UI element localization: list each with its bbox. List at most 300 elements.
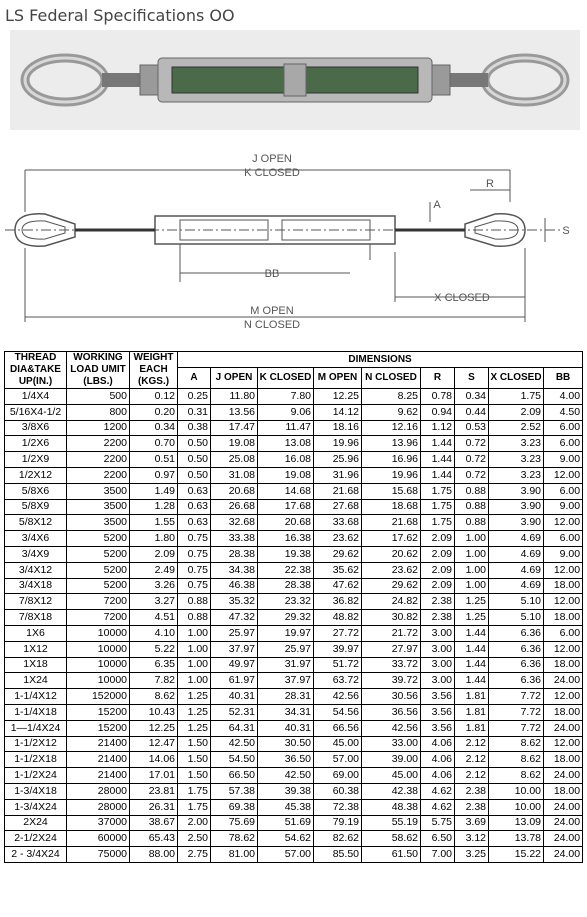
table-cell: 6.36 — [489, 673, 544, 689]
table-cell: 3/4X6 — [5, 531, 67, 547]
table-cell: 1.75 — [178, 783, 211, 799]
table-cell: 2200 — [67, 436, 130, 452]
table-cell: 10.00 — [489, 783, 544, 799]
table-cell: 33.00 — [362, 736, 421, 752]
table-cell: 19.96 — [362, 467, 421, 483]
table-cell: 17.68 — [258, 499, 314, 515]
table-cell: 29.32 — [258, 610, 314, 626]
table-row — [5, 436, 583, 452]
table-cell: 1.25 — [178, 704, 211, 720]
table-cell: 2.09 — [489, 404, 544, 420]
weight-header: WEIGHT EACH (KGS.) — [130, 352, 178, 389]
table-cell: 1.75 — [421, 483, 455, 499]
table-cell: 20.62 — [362, 546, 421, 562]
page-title: LS Federal Specifications OO — [5, 6, 235, 25]
table-cell: 54.62 — [258, 831, 314, 847]
table-row — [5, 389, 583, 405]
table-cell: 0.50 — [178, 436, 211, 452]
table-cell: 0.88 — [178, 610, 211, 626]
table-cell: 17.47 — [211, 420, 258, 436]
table-cell: 2.09 — [130, 546, 178, 562]
table-cell: 0.12 — [130, 389, 178, 405]
table-cell: 3.00 — [421, 625, 455, 641]
table-cell: 12.47 — [130, 736, 178, 752]
table-cell: 24.00 — [544, 799, 583, 815]
table-cell: 38.67 — [130, 815, 178, 831]
table-cell: 12.00 — [544, 467, 583, 483]
table-cell: 8.62 — [130, 689, 178, 705]
table-cell: 14.68 — [258, 483, 314, 499]
table-cell: 1.44 — [455, 673, 489, 689]
table-cell: 4.62 — [421, 783, 455, 799]
table-cell: 36.56 — [362, 704, 421, 720]
table-cell: 3500 — [67, 483, 130, 499]
dimensions-header: DIMENSIONS — [178, 352, 583, 368]
table-cell: 800 — [67, 404, 130, 420]
table-row — [5, 499, 583, 515]
table-cell: 16.08 — [258, 452, 314, 468]
table-cell: 5.22 — [130, 641, 178, 657]
table-cell: 5/16X4-1/2 — [5, 404, 67, 420]
table-cell: 6.00 — [544, 531, 583, 547]
dimension-col-header: K CLOSED — [258, 368, 314, 389]
table-cell: 1.75 — [489, 389, 544, 405]
table-cell: 37.97 — [258, 673, 314, 689]
table-row — [5, 783, 583, 799]
table-cell: 1/2X12 — [5, 467, 67, 483]
table-cell: 12.00 — [544, 641, 583, 657]
table-cell: 2.38 — [421, 594, 455, 610]
table-row — [5, 641, 583, 657]
table-cell: 4.50 — [544, 404, 583, 420]
table-cell: 0.63 — [178, 499, 211, 515]
table-cell: 1.44 — [421, 436, 455, 452]
table-cell: 7.72 — [489, 720, 544, 736]
table-cell: 1X18 — [5, 657, 67, 673]
dimension-col-header: S — [455, 368, 489, 389]
table-cell: 13.08 — [258, 436, 314, 452]
table-cell: 81.00 — [211, 847, 258, 863]
table-cell: 13.09 — [489, 815, 544, 831]
table-cell: 27.68 — [314, 499, 362, 515]
table-cell: 60000 — [67, 831, 130, 847]
table-cell: 79.19 — [314, 815, 362, 831]
table-cell: 1.00 — [178, 625, 211, 641]
dimension-col-header: BB — [544, 368, 583, 389]
table-cell: 29.62 — [362, 578, 421, 594]
table-cell: 14.12 — [314, 404, 362, 420]
table-cell: 24.00 — [544, 831, 583, 847]
table-cell: 1.44 — [455, 625, 489, 641]
table-cell: 10000 — [67, 673, 130, 689]
table-cell: 30.82 — [362, 610, 421, 626]
table-cell: 2.09 — [421, 562, 455, 578]
table-cell: 9.00 — [544, 452, 583, 468]
table-cell: 10000 — [67, 657, 130, 673]
table-cell: 47.62 — [314, 578, 362, 594]
table-cell: 7200 — [67, 594, 130, 610]
table-cell: 31.96 — [314, 467, 362, 483]
table-cell: 1.55 — [130, 515, 178, 531]
table-cell: 57.00 — [258, 847, 314, 863]
table-cell: 3.27 — [130, 594, 178, 610]
table-cell: 45.00 — [314, 736, 362, 752]
table-cell: 25.96 — [314, 452, 362, 468]
table-cell: 26.68 — [211, 499, 258, 515]
table-cell: 500 — [67, 389, 130, 405]
table-cell: 6.35 — [130, 657, 178, 673]
table-cell: 18.00 — [544, 578, 583, 594]
table-cell: 13.56 — [211, 404, 258, 420]
table-cell: 4.51 — [130, 610, 178, 626]
table-cell: 1.75 — [421, 499, 455, 515]
table-cell: 25.97 — [211, 625, 258, 641]
table-cell: 1.00 — [455, 562, 489, 578]
table-cell: 35.32 — [211, 594, 258, 610]
table-cell: 1.12 — [421, 420, 455, 436]
table-cell: 36.50 — [258, 752, 314, 768]
table-cell: 1.81 — [455, 704, 489, 720]
dimension-drawing — [0, 142, 587, 342]
table-row — [5, 799, 583, 815]
table-cell: 1.81 — [455, 689, 489, 705]
table-cell: 31.97 — [258, 657, 314, 673]
table-row — [5, 752, 583, 768]
working-load-header: WORKING LOAD UMIT (LBS.) — [67, 352, 130, 389]
dimension-col-header: N CLOSED — [362, 368, 421, 389]
table-cell: 2.52 — [489, 420, 544, 436]
table-cell: 1-1/2X18 — [5, 752, 67, 768]
table-cell: 0.50 — [178, 452, 211, 468]
table-cell: 2.50 — [178, 831, 211, 847]
table-cell: 0.78 — [421, 389, 455, 405]
table-cell: 15.22 — [489, 847, 544, 863]
table-cell: 54.50 — [211, 752, 258, 768]
table-cell: 13.96 — [362, 436, 421, 452]
table-cell: 29.62 — [314, 546, 362, 562]
table-cell: 51.69 — [258, 815, 314, 831]
dimension-col-header: M OPEN — [314, 368, 362, 389]
table-cell: 0.38 — [178, 420, 211, 436]
table-cell: 21.68 — [314, 483, 362, 499]
table-cell: 33.72 — [362, 657, 421, 673]
table-row — [5, 578, 583, 594]
table-cell: 8.25 — [362, 389, 421, 405]
table-cell: 12.25 — [130, 720, 178, 736]
table-cell: 23.81 — [130, 783, 178, 799]
table-cell: 42.38 — [362, 783, 421, 799]
table-cell: 18.00 — [544, 610, 583, 626]
table-cell: 3/8X6 — [5, 420, 67, 436]
k-closed-label: K CLOSED — [244, 167, 300, 179]
table-cell: 45.38 — [258, 799, 314, 815]
table-cell: 88.00 — [130, 847, 178, 863]
table-cell: 0.72 — [455, 467, 489, 483]
table-cell: 22.38 — [258, 562, 314, 578]
table-cell: 2200 — [67, 467, 130, 483]
table-cell: 20.68 — [258, 515, 314, 531]
table-cell: 60.38 — [314, 783, 362, 799]
dimension-col-header: J OPEN — [211, 368, 258, 389]
table-cell: 16.38 — [258, 531, 314, 547]
table-cell: 12.00 — [544, 562, 583, 578]
table-cell: 2.49 — [130, 562, 178, 578]
table-cell: 39.72 — [362, 673, 421, 689]
table-cell: 42.56 — [314, 689, 362, 705]
table-cell: 3.23 — [489, 452, 544, 468]
table-cell: 61.50 — [362, 847, 421, 863]
dimension-col-header: X CLOSED — [489, 368, 544, 389]
table-cell: 2.12 — [455, 752, 489, 768]
table-cell: 5/8X6 — [5, 483, 67, 499]
table-cell: 64.31 — [211, 720, 258, 736]
table-cell: 18.00 — [544, 752, 583, 768]
table-cell: 48.38 — [362, 799, 421, 815]
table-cell: 0.34 — [130, 420, 178, 436]
table-row — [5, 420, 583, 436]
table-cell: 5/8X12 — [5, 515, 67, 531]
table-cell: 3.56 — [421, 720, 455, 736]
r-label: R — [486, 178, 494, 190]
table-row — [5, 483, 583, 499]
table-cell: 40.31 — [211, 689, 258, 705]
table-cell: 2.38 — [421, 610, 455, 626]
table-cell: 0.88 — [455, 483, 489, 499]
table-cell: 18.00 — [544, 783, 583, 799]
table-cell: 1.44 — [421, 467, 455, 483]
table-cell: 32.68 — [211, 515, 258, 531]
table-cell: 9.06 — [258, 404, 314, 420]
table-cell: 1.44 — [421, 452, 455, 468]
table-cell: 75.69 — [211, 815, 258, 831]
table-cell: 18.00 — [544, 704, 583, 720]
table-cell: 78.62 — [211, 831, 258, 847]
table-cell: 10000 — [67, 625, 130, 641]
table-cell: 0.53 — [455, 420, 489, 436]
table-cell: 15.68 — [362, 483, 421, 499]
table-cell: 1.50 — [178, 768, 211, 784]
table-cell: 15200 — [67, 720, 130, 736]
table-cell: 37000 — [67, 815, 130, 831]
table-cell: 7.82 — [130, 673, 178, 689]
table-cell: 0.88 — [455, 515, 489, 531]
table-cell: 10.43 — [130, 704, 178, 720]
table-cell: 40.31 — [258, 720, 314, 736]
table-cell: 21.68 — [362, 515, 421, 531]
table-row — [5, 625, 583, 641]
table-cell: 23.32 — [258, 594, 314, 610]
table-cell: 33.38 — [211, 531, 258, 547]
table-row — [5, 515, 583, 531]
table-row — [5, 720, 583, 736]
table-cell: 23.62 — [362, 562, 421, 578]
table-row — [5, 815, 583, 831]
table-cell: 1-1/2X24 — [5, 768, 67, 784]
table-row — [5, 404, 583, 420]
table-cell: 1.75 — [178, 799, 211, 815]
table-cell: 30.50 — [258, 736, 314, 752]
table-cell: 3.26 — [130, 578, 178, 594]
table-row — [5, 610, 583, 626]
table-cell: 26.31 — [130, 799, 178, 815]
table-cell: 2.09 — [421, 578, 455, 594]
table-cell: 4.06 — [421, 752, 455, 768]
table-cell: 45.00 — [362, 768, 421, 784]
table-cell: 54.56 — [314, 704, 362, 720]
table-cell: 42.56 — [362, 720, 421, 736]
table-cell: 46.38 — [211, 578, 258, 594]
table-cell: 1.50 — [178, 736, 211, 752]
table-cell: 82.62 — [314, 831, 362, 847]
table-cell: 4.69 — [489, 562, 544, 578]
table-cell: 34.38 — [211, 562, 258, 578]
table-cell: 2X24 — [5, 815, 67, 831]
table-cell: 7/8X18 — [5, 610, 67, 626]
table-cell: 1/2X9 — [5, 452, 67, 468]
table-cell: 5200 — [67, 562, 130, 578]
table-cell: 0.51 — [130, 452, 178, 468]
table-cell: 2 - 3/4X24 — [5, 847, 67, 863]
specifications-table — [4, 351, 583, 863]
table-cell: 1X6 — [5, 625, 67, 641]
table-cell: 7.72 — [489, 704, 544, 720]
table-cell: 52.31 — [211, 704, 258, 720]
table-cell: 0.75 — [178, 578, 211, 594]
m-open-label: M OPEN — [250, 305, 294, 317]
table-cell: 4.69 — [489, 546, 544, 562]
table-row — [5, 452, 583, 468]
table-cell: 39.00 — [362, 752, 421, 768]
table-cell: 7.72 — [489, 689, 544, 705]
table-cell: 13.78 — [489, 831, 544, 847]
table-cell: 10000 — [67, 641, 130, 657]
table-cell: 1-3/4X18 — [5, 783, 67, 799]
table-cell: 31.08 — [211, 467, 258, 483]
table-cell: 8.62 — [489, 752, 544, 768]
table-cell: 4.69 — [489, 531, 544, 547]
table-cell: 2.09 — [421, 531, 455, 547]
table-cell: 21400 — [67, 768, 130, 784]
table-cell: 7200 — [67, 610, 130, 626]
table-cell: 34.31 — [258, 704, 314, 720]
table-cell: 1/2X6 — [5, 436, 67, 452]
table-cell: 12.25 — [314, 389, 362, 405]
table-cell: 3/4X18 — [5, 578, 67, 594]
table-cell: 37.97 — [211, 641, 258, 657]
table-cell: 15200 — [67, 704, 130, 720]
table-cell: 0.72 — [455, 436, 489, 452]
table-cell: 0.75 — [178, 546, 211, 562]
table-cell: 0.88 — [455, 499, 489, 515]
table-cell: 1.49 — [130, 483, 178, 499]
table-cell: 2.38 — [455, 799, 489, 815]
table-cell: 2200 — [67, 452, 130, 468]
table-cell: 4.00 — [544, 389, 583, 405]
table-cell: 55.19 — [362, 815, 421, 831]
table-cell: 1-1/4X18 — [5, 704, 67, 720]
table-cell: 1-3/4X24 — [5, 799, 67, 815]
table-cell: 5.10 — [489, 610, 544, 626]
table-cell: 7.80 — [258, 389, 314, 405]
table-cell: 57.00 — [314, 752, 362, 768]
table-cell: 66.56 — [314, 720, 362, 736]
table-cell: 3.56 — [421, 689, 455, 705]
table-row — [5, 467, 583, 483]
table-cell: 1.25 — [178, 720, 211, 736]
table-cell: 12.16 — [362, 420, 421, 436]
table-cell: 20.68 — [211, 483, 258, 499]
table-cell: 5.10 — [489, 594, 544, 610]
table-cell: 85.50 — [314, 847, 362, 863]
table-cell: 58.62 — [362, 831, 421, 847]
table-cell: 2.12 — [455, 768, 489, 784]
table-cell: 3.56 — [421, 704, 455, 720]
table-cell: 49.97 — [211, 657, 258, 673]
table-cell: 18.00 — [544, 657, 583, 673]
table-cell: 5/8X9 — [5, 499, 67, 515]
table-cell: 1.25 — [455, 594, 489, 610]
table-cell: 3/4X12 — [5, 562, 67, 578]
table-cell: 7/8X12 — [5, 594, 67, 610]
table-cell: 5200 — [67, 531, 130, 547]
table-cell: 0.50 — [178, 467, 211, 483]
j-open-label: J OPEN — [252, 153, 292, 165]
table-cell: 12.00 — [544, 689, 583, 705]
table-cell: 1X24 — [5, 673, 67, 689]
table-cell: 69.38 — [211, 799, 258, 815]
table-cell: 2.38 — [455, 783, 489, 799]
table-cell: 1.80 — [130, 531, 178, 547]
table-cell: 1X12 — [5, 641, 67, 657]
table-cell: 42.50 — [258, 768, 314, 784]
table-cell: 28000 — [67, 799, 130, 815]
table-cell: 0.31 — [178, 404, 211, 420]
table-row — [5, 546, 583, 562]
table-cell: 3.00 — [421, 673, 455, 689]
table-cell: 16.96 — [362, 452, 421, 468]
table-cell: 19.08 — [258, 467, 314, 483]
table-cell: 75000 — [67, 847, 130, 863]
table-row — [5, 531, 583, 547]
table-cell: 36.82 — [314, 594, 362, 610]
table-cell: 9.00 — [544, 546, 583, 562]
table-cell: 0.44 — [455, 404, 489, 420]
dimension-col-header: R — [421, 368, 455, 389]
table-cell: 0.75 — [178, 562, 211, 578]
table-cell: 25.08 — [211, 452, 258, 468]
table-cell: 72.38 — [314, 799, 362, 815]
table-cell: 25.97 — [258, 641, 314, 657]
table-cell: 3.90 — [489, 483, 544, 499]
table-cell: 24.00 — [544, 673, 583, 689]
table-cell: 6.00 — [544, 625, 583, 641]
dimension-col-header: A — [178, 368, 211, 389]
table-cell: 0.70 — [130, 436, 178, 452]
table-row — [5, 594, 583, 610]
table-cell: 1—1/4X24 — [5, 720, 67, 736]
table-cell: 3/4X9 — [5, 546, 67, 562]
table-cell: 3500 — [67, 515, 130, 531]
table-cell: 39.38 — [258, 783, 314, 799]
a-label: A — [433, 199, 441, 211]
table-cell: 1.00 — [178, 657, 211, 673]
table-cell: 61.97 — [211, 673, 258, 689]
table-cell: 2-1/2X24 — [5, 831, 67, 847]
table-cell: 42.50 — [211, 736, 258, 752]
table-cell: 3500 — [67, 499, 130, 515]
bb-label: BB — [264, 268, 280, 280]
table-cell: 3.69 — [455, 815, 489, 831]
